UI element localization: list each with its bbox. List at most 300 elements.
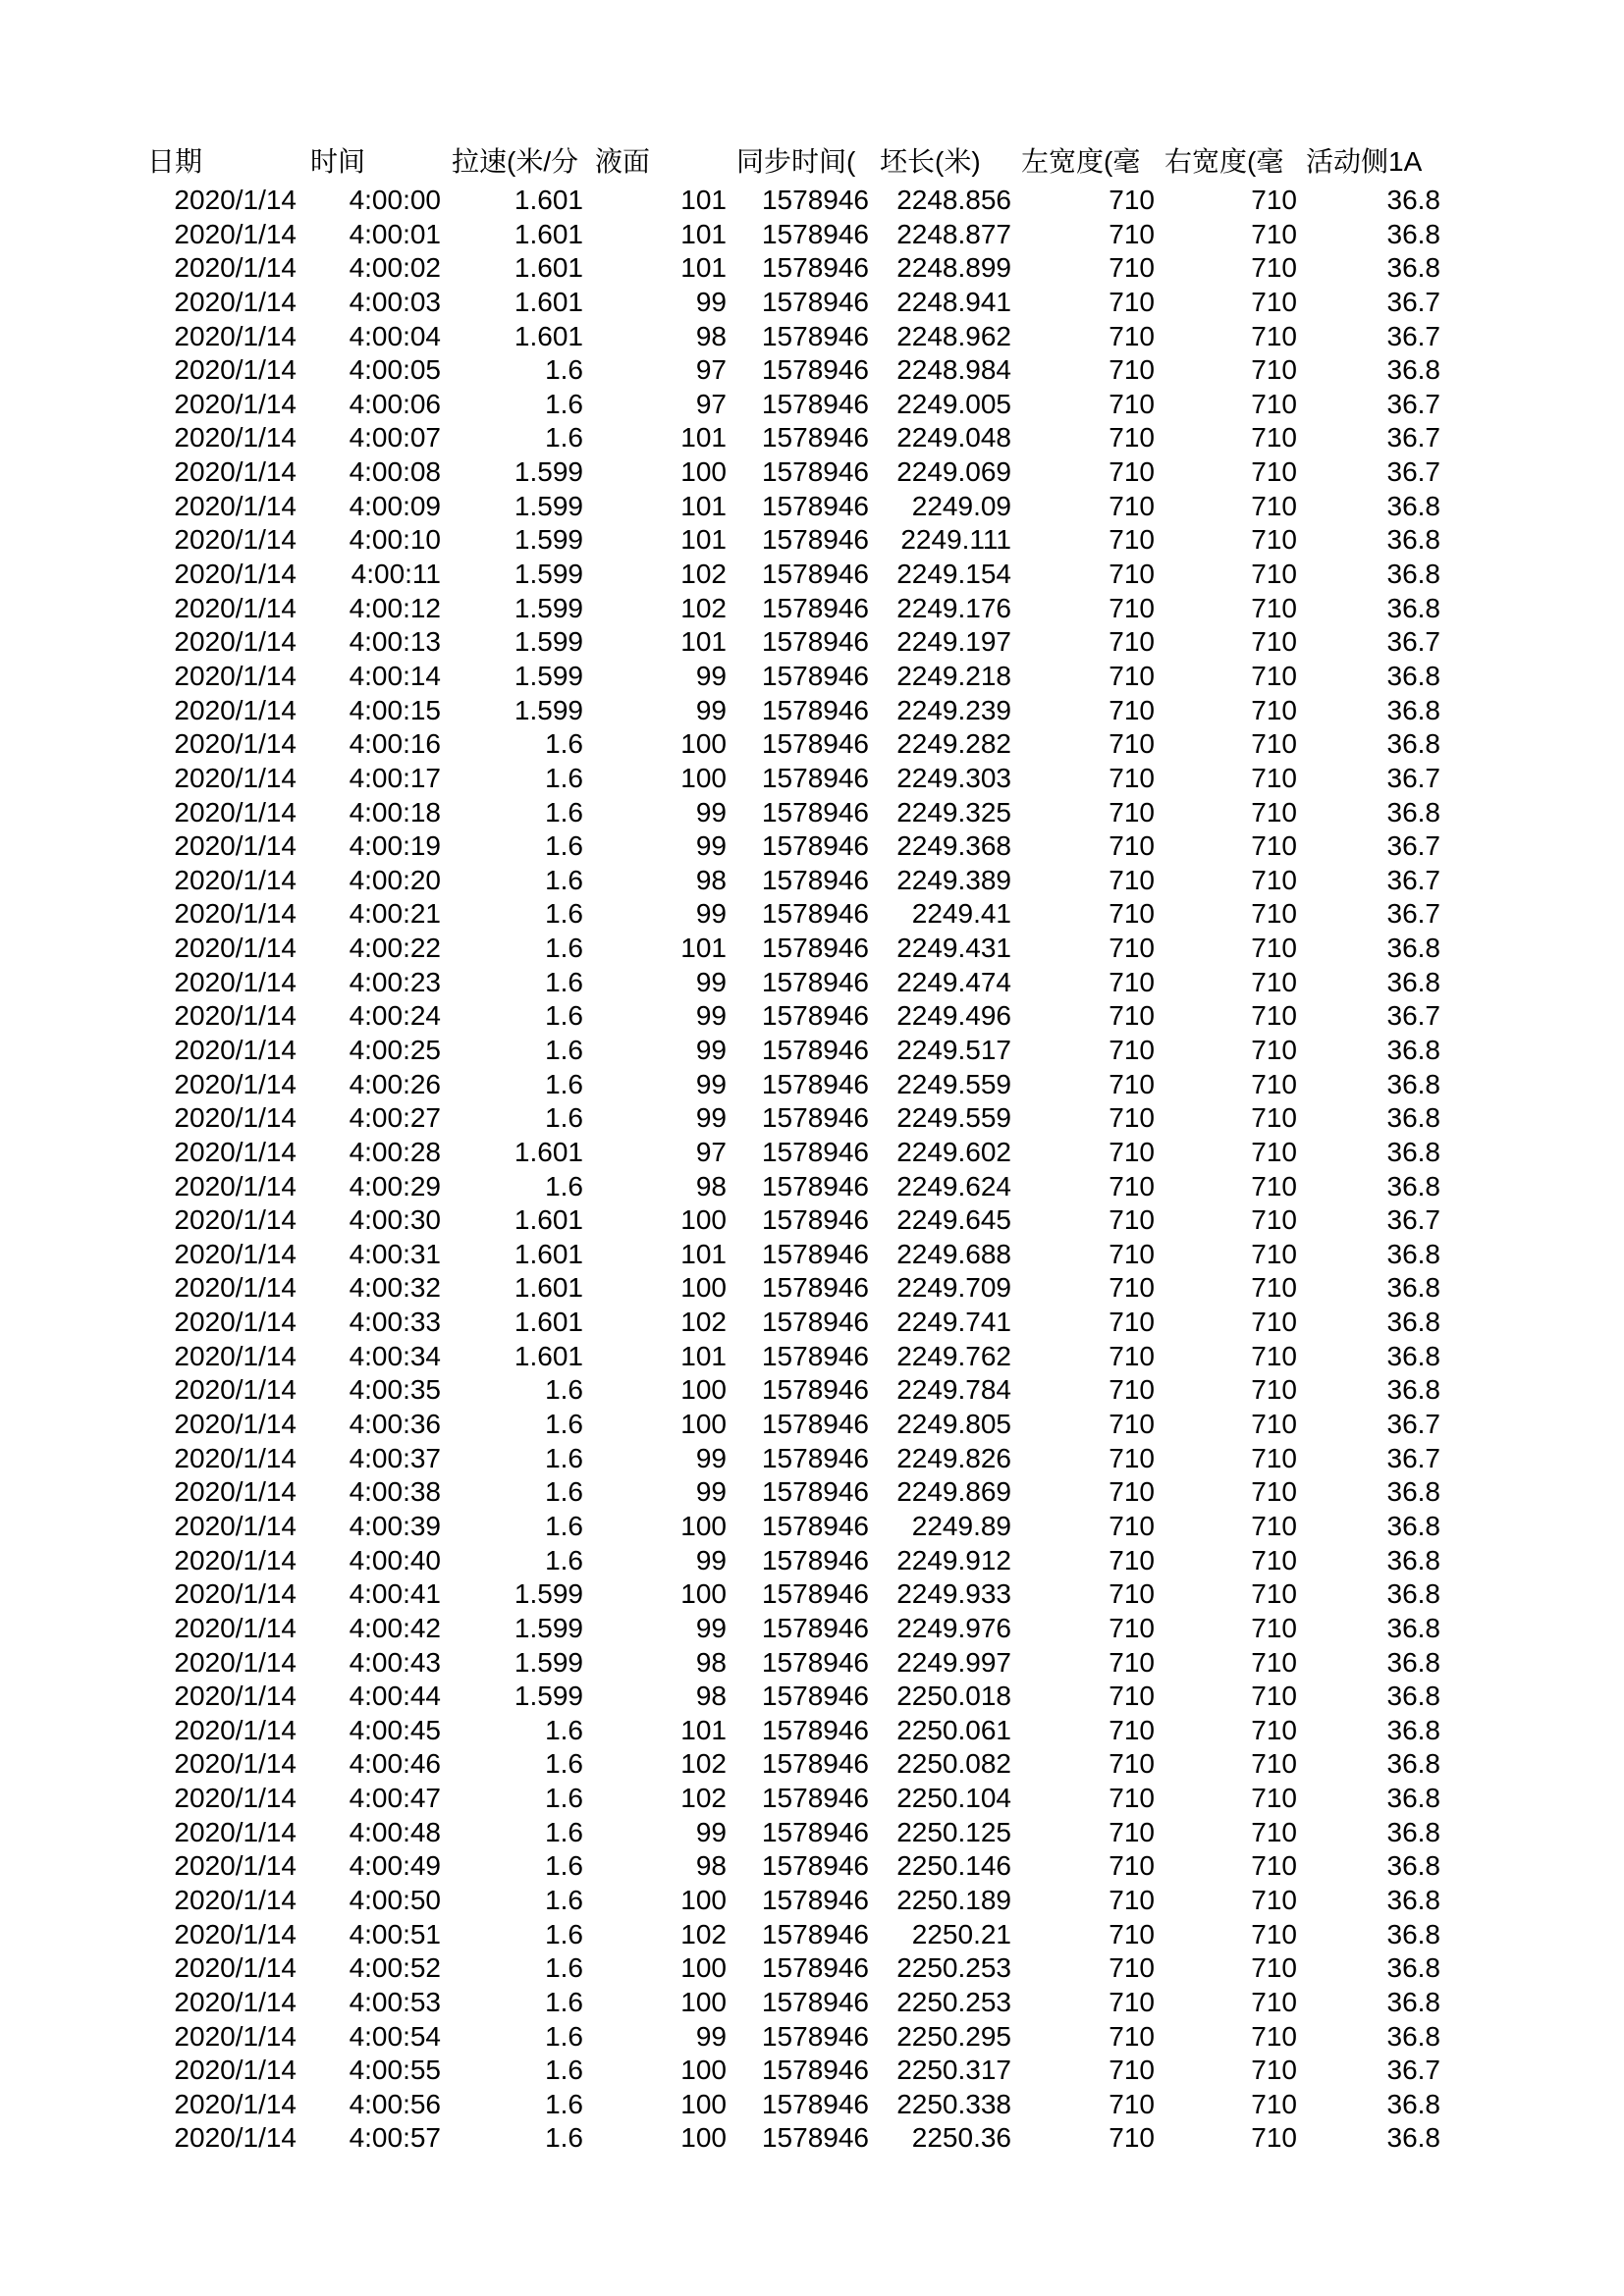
- table-row: [0, 1646, 1624, 1681]
- cell-length: 2249.741: [896, 1307, 1011, 1338]
- cell-length: 2249.197: [896, 626, 1011, 658]
- cell-right-width: 710: [1251, 1544, 1297, 1575]
- cell-speed: 1.6: [545, 1952, 583, 1984]
- cell-right-width: 710: [1251, 1374, 1297, 1406]
- cell-level: 100: [680, 762, 727, 793]
- cell-date: 2020/1/14: [174, 1612, 297, 1643]
- cell-length: 2248.877: [896, 218, 1011, 249]
- cell-length: 2249.154: [896, 559, 1011, 590]
- cell-sync-time: 1578946: [761, 1476, 869, 1508]
- table-row: [0, 455, 1624, 490]
- cell-sync-time: 1578946: [761, 1850, 869, 1882]
- cell-left-width: 710: [1109, 1000, 1155, 1032]
- cell-active-side: 36.7: [1386, 864, 1440, 895]
- cell-time: 4:00:55: [349, 2055, 441, 2086]
- cell-left-width: 710: [1109, 626, 1155, 658]
- cell-speed: 1.6: [545, 1714, 583, 1745]
- cell-date: 2020/1/14: [174, 966, 297, 997]
- cell-speed: 1.599: [514, 592, 583, 623]
- cell-time: 4:00:20: [349, 864, 441, 895]
- cell-active-side: 36.7: [1386, 762, 1440, 793]
- cell-date: 2020/1/14: [174, 388, 297, 419]
- cell-speed: 1.599: [514, 1681, 583, 1712]
- cell-active-side: 36.7: [1386, 286, 1440, 317]
- cell-time: 4:00:13: [349, 626, 441, 658]
- cell-left-width: 710: [1109, 1850, 1155, 1882]
- cell-speed: 1.6: [545, 354, 583, 386]
- cell-level: 100: [680, 1374, 727, 1406]
- cell-sync-time: 1578946: [761, 1204, 869, 1236]
- cell-date: 2020/1/14: [174, 626, 297, 658]
- cell-active-side: 36.8: [1386, 1136, 1440, 1167]
- cell-active-side: 36.7: [1386, 1442, 1440, 1473]
- cell-date: 2020/1/14: [174, 2088, 297, 2119]
- cell-speed: 1.6: [545, 830, 583, 862]
- cell-level: 99: [695, 1035, 727, 1065]
- cell-time: 4:00:36: [349, 1409, 441, 1440]
- cell-right-width: 710: [1251, 1748, 1297, 1780]
- cell-sync-time: 1578946: [761, 1783, 869, 1814]
- cell-time: 4:00:57: [349, 2122, 441, 2154]
- cell-level: 102: [680, 1918, 727, 1949]
- cell-speed: 1.6: [545, 1544, 583, 1575]
- cell-time: 4:00:52: [349, 1952, 441, 1984]
- cell-level: 99: [695, 1612, 727, 1643]
- cell-right-width: 710: [1251, 2088, 1297, 2119]
- cell-time: 4:00:43: [349, 1646, 441, 1678]
- cell-active-side: 36.8: [1386, 660, 1440, 691]
- cell-date: 2020/1/14: [174, 320, 297, 351]
- cell-time: 4:00:02: [349, 252, 441, 284]
- cell-speed: 1.6: [545, 1850, 583, 1882]
- cell-length: 2249.496: [896, 1000, 1011, 1032]
- cell-right-width: 710: [1251, 1238, 1297, 1269]
- cell-left-width: 710: [1109, 1612, 1155, 1643]
- cell-length: 2249.111: [900, 524, 1011, 556]
- cell-time: 4:00:44: [349, 1681, 441, 1712]
- cell-time: 4:00:50: [349, 1885, 441, 1915]
- cell-sync-time: 1578946: [761, 1272, 869, 1304]
- cell-left-width: 710: [1109, 1409, 1155, 1440]
- cell-level: 99: [695, 1000, 727, 1032]
- cell-time: 4:00:46: [349, 1748, 441, 1780]
- cell-date: 2020/1/14: [174, 1952, 297, 1984]
- cell-speed: 1.6: [545, 1885, 583, 1915]
- header-active-side: 活动侧1A: [1306, 146, 1423, 177]
- cell-length: 2248.984: [896, 354, 1011, 386]
- cell-active-side: 36.8: [1386, 1885, 1440, 1915]
- cell-time: 4:00:14: [349, 660, 441, 691]
- table-row: [0, 1986, 1624, 2020]
- table-row: [0, 1306, 1624, 1340]
- cell-length: 2250.082: [896, 1748, 1011, 1780]
- cell-date: 2020/1/14: [174, 864, 297, 895]
- table-row: [0, 1475, 1624, 1510]
- cell-left-width: 710: [1109, 252, 1155, 284]
- cell-date: 2020/1/14: [174, 660, 297, 691]
- cell-sync-time: 1578946: [761, 1714, 869, 1745]
- cell-active-side: 36.8: [1386, 1783, 1440, 1814]
- cell-date: 2020/1/14: [174, 1442, 297, 1473]
- cell-time: 4:00:00: [349, 185, 441, 215]
- cell-time: 4:00:01: [349, 218, 441, 249]
- cell-sync-time: 1578946: [761, 1885, 869, 1915]
- cell-active-side: 36.8: [1386, 185, 1440, 215]
- cell-right-width: 710: [1251, 830, 1297, 862]
- cell-left-width: 710: [1109, 286, 1155, 317]
- cell-right-width: 710: [1251, 490, 1297, 521]
- cell-time: 4:00:21: [349, 898, 441, 930]
- cell-speed: 1.601: [514, 1272, 583, 1304]
- cell-level: 99: [695, 2020, 727, 2052]
- cell-speed: 1.601: [514, 1340, 583, 1371]
- cell-level: 99: [695, 1068, 727, 1099]
- cell-speed: 1.599: [514, 626, 583, 658]
- table-row: [0, 864, 1624, 898]
- cell-left-width: 710: [1109, 1476, 1155, 1508]
- cell-time: 4:00:39: [349, 1510, 441, 1541]
- cell-active-side: 36.8: [1386, 728, 1440, 760]
- cell-sync-time: 1578946: [761, 252, 869, 284]
- cell-level: 101: [680, 422, 727, 454]
- cell-right-width: 710: [1251, 1340, 1297, 1371]
- cell-right-width: 710: [1251, 524, 1297, 556]
- cell-level: 101: [680, 490, 727, 521]
- cell-time: 4:00:26: [349, 1068, 441, 1099]
- cell-left-width: 710: [1109, 1885, 1155, 1915]
- cell-left-width: 710: [1109, 1544, 1155, 1575]
- cell-left-width: 710: [1109, 2055, 1155, 2086]
- cell-sync-time: 1578946: [761, 1035, 869, 1065]
- cell-date: 2020/1/14: [174, 1986, 297, 2017]
- cell-time: 4:00:27: [349, 1102, 441, 1134]
- table-row: [0, 1510, 1624, 1544]
- cell-right-width: 710: [1251, 762, 1297, 793]
- cell-date: 2020/1/14: [174, 898, 297, 930]
- cell-right-width: 710: [1251, 1476, 1297, 1508]
- cell-left-width: 710: [1109, 1952, 1155, 1984]
- cell-level: 99: [695, 1544, 727, 1575]
- cell-level: 102: [680, 1748, 727, 1780]
- cell-date: 2020/1/14: [174, 1578, 297, 1610]
- cell-time: 4:00:19: [349, 830, 441, 862]
- cell-level: 102: [680, 1783, 727, 1814]
- cell-speed: 1.601: [514, 252, 583, 284]
- cell-level: 100: [680, 1986, 727, 2017]
- table-row: [0, 727, 1624, 762]
- cell-length: 2249.89: [911, 1510, 1011, 1541]
- cell-length: 2249.048: [896, 422, 1011, 454]
- header-right-width: 右宽度(毫: [1164, 146, 1284, 177]
- cell-right-width: 710: [1251, 2055, 1297, 2086]
- cell-right-width: 710: [1251, 1442, 1297, 1473]
- cell-time: 4:00:37: [349, 1442, 441, 1473]
- cell-time: 4:00:12: [349, 592, 441, 623]
- cell-sync-time: 1578946: [761, 559, 869, 590]
- cell-level: 101: [680, 524, 727, 556]
- cell-level: 101: [680, 185, 727, 215]
- cell-time: 4:00:06: [349, 388, 441, 419]
- cell-left-width: 710: [1109, 1136, 1155, 1167]
- cell-active-side: 36.8: [1386, 2088, 1440, 2119]
- cell-right-width: 710: [1251, 1068, 1297, 1099]
- table-row: [0, 1849, 1624, 1884]
- cell-length: 2250.21: [911, 1918, 1011, 1949]
- cell-time: 4:00:22: [349, 933, 441, 964]
- cell-speed: 1.6: [545, 1374, 583, 1406]
- cell-length: 2249.645: [896, 1204, 1011, 1236]
- cell-left-width: 710: [1109, 830, 1155, 862]
- cell-level: 100: [680, 2055, 727, 2086]
- cell-speed: 1.6: [545, 864, 583, 895]
- cell-active-side: 36.8: [1386, 1238, 1440, 1269]
- cell-right-width: 710: [1251, 1307, 1297, 1338]
- cell-active-side: 36.8: [1386, 1476, 1440, 1508]
- cell-date: 2020/1/14: [174, 185, 297, 215]
- cell-time: 4:00:51: [349, 1918, 441, 1949]
- cell-date: 2020/1/14: [174, 1885, 297, 1915]
- cell-level: 100: [680, 1885, 727, 1915]
- cell-active-side: 36.7: [1386, 1409, 1440, 1440]
- cell-date: 2020/1/14: [174, 1816, 297, 1847]
- table-row: [0, 1747, 1624, 1782]
- cell-date: 2020/1/14: [174, 1272, 297, 1304]
- cell-left-width: 710: [1109, 422, 1155, 454]
- cell-time: 4:00:04: [349, 320, 441, 351]
- cell-speed: 1.601: [514, 185, 583, 215]
- cell-left-width: 710: [1109, 592, 1155, 623]
- cell-active-side: 36.8: [1386, 1612, 1440, 1643]
- table-row: [0, 1340, 1624, 1374]
- table-row: [0, 286, 1624, 320]
- cell-left-width: 710: [1109, 1170, 1155, 1201]
- table-row: [0, 1034, 1624, 1068]
- cell-date: 2020/1/14: [174, 456, 297, 488]
- cell-time: 4:00:32: [349, 1272, 441, 1304]
- table-row: [0, 1816, 1624, 1850]
- cell-date: 2020/1/14: [174, 830, 297, 862]
- cell-left-width: 710: [1109, 1748, 1155, 1780]
- cell-speed: 1.6: [545, 933, 583, 964]
- cell-date: 2020/1/14: [174, 490, 297, 521]
- cell-left-width: 710: [1109, 1068, 1155, 1099]
- cell-right-width: 710: [1251, 660, 1297, 691]
- cell-level: 100: [680, 1409, 727, 1440]
- header-level: 液面: [595, 146, 651, 177]
- cell-left-width: 710: [1109, 1918, 1155, 1949]
- cell-date: 2020/1/14: [174, 1646, 297, 1678]
- table-row: [0, 184, 1624, 218]
- cell-time: 4:00:45: [349, 1714, 441, 1745]
- table-row: [0, 1714, 1624, 1748]
- cell-date: 2020/1/14: [174, 1544, 297, 1575]
- cell-level: 101: [680, 626, 727, 658]
- cell-level: 98: [695, 1170, 727, 1201]
- cell-right-width: 710: [1251, 1204, 1297, 1236]
- cell-time: 4:00:40: [349, 1544, 441, 1575]
- header-left-width: 左宽度(毫: [1021, 146, 1141, 177]
- cell-level: 99: [695, 694, 727, 725]
- cell-date: 2020/1/14: [174, 1068, 297, 1099]
- cell-speed: 1.601: [514, 1238, 583, 1269]
- cell-active-side: 36.8: [1386, 1510, 1440, 1541]
- cell-date: 2020/1/14: [174, 762, 297, 793]
- cell-right-width: 710: [1251, 592, 1297, 623]
- cell-level: 99: [695, 1442, 727, 1473]
- header-sync-time: 同步时间(: [736, 146, 856, 177]
- cell-date: 2020/1/14: [174, 1204, 297, 1236]
- cell-sync-time: 1578946: [761, 1340, 869, 1371]
- cell-right-width: 710: [1251, 1035, 1297, 1065]
- cell-speed: 1.6: [545, 1035, 583, 1065]
- cell-sync-time: 1578946: [761, 1816, 869, 1847]
- cell-left-width: 710: [1109, 1307, 1155, 1338]
- cell-date: 2020/1/14: [174, 559, 297, 590]
- cell-left-width: 710: [1109, 490, 1155, 521]
- cell-date: 2020/1/14: [174, 694, 297, 725]
- cell-date: 2020/1/14: [174, 1850, 297, 1882]
- cell-active-side: 36.8: [1386, 933, 1440, 964]
- cell-date: 2020/1/14: [174, 524, 297, 556]
- table-row: [0, 1203, 1624, 1238]
- cell-length: 2250.104: [896, 1783, 1011, 1814]
- cell-speed: 1.6: [545, 1918, 583, 1949]
- cell-sync-time: 1578946: [761, 320, 869, 351]
- cell-date: 2020/1/14: [174, 2020, 297, 2052]
- cell-sync-time: 1578946: [761, 830, 869, 862]
- cell-left-width: 710: [1109, 898, 1155, 930]
- table-row: [0, 932, 1624, 966]
- cell-length: 2250.018: [896, 1681, 1011, 1712]
- cell-time: 4:00:31: [349, 1238, 441, 1269]
- cell-left-width: 710: [1109, 1374, 1155, 1406]
- cell-right-width: 710: [1251, 320, 1297, 351]
- cell-left-width: 710: [1109, 559, 1155, 590]
- cell-active-side: 36.8: [1386, 354, 1440, 386]
- cell-sync-time: 1578946: [761, 694, 869, 725]
- cell-speed: 1.601: [514, 320, 583, 351]
- cell-active-side: 36.7: [1386, 2055, 1440, 2086]
- table-row: [0, 1544, 1624, 1578]
- cell-level: 99: [695, 966, 727, 997]
- cell-left-width: 710: [1109, 1578, 1155, 1610]
- cell-sync-time: 1578946: [761, 1068, 869, 1099]
- cell-level: 100: [680, 728, 727, 760]
- cell-left-width: 710: [1109, 2020, 1155, 2052]
- table-row: [0, 558, 1624, 592]
- cell-date: 2020/1/14: [174, 1714, 297, 1745]
- cell-length: 2248.941: [896, 286, 1011, 317]
- cell-active-side: 36.8: [1386, 2020, 1440, 2052]
- table-row: [0, 1918, 1624, 1952]
- cell-active-side: 36.8: [1386, 1714, 1440, 1745]
- table-row: [0, 1577, 1624, 1612]
- cell-level: 99: [695, 660, 727, 691]
- cell-level: 100: [680, 2122, 727, 2154]
- cell-sync-time: 1578946: [761, 456, 869, 488]
- cell-left-width: 710: [1109, 185, 1155, 215]
- cell-left-width: 710: [1109, 354, 1155, 386]
- cell-active-side: 36.8: [1386, 1748, 1440, 1780]
- cell-active-side: 36.8: [1386, 1544, 1440, 1575]
- cell-level: 99: [695, 1816, 727, 1847]
- table-row: [0, 388, 1624, 422]
- cell-date: 2020/1/14: [174, 728, 297, 760]
- cell-right-width: 710: [1251, 1885, 1297, 1915]
- cell-right-width: 710: [1251, 933, 1297, 964]
- cell-time: 4:00:29: [349, 1170, 441, 1201]
- cell-active-side: 36.8: [1386, 1272, 1440, 1304]
- cell-date: 2020/1/14: [174, 1035, 297, 1065]
- cell-length: 2249.368: [896, 830, 1011, 862]
- cell-left-width: 710: [1109, 218, 1155, 249]
- cell-right-width: 710: [1251, 1646, 1297, 1678]
- cell-length: 2249.709: [896, 1272, 1011, 1304]
- cell-length: 2250.295: [896, 2020, 1011, 2052]
- cell-level: 100: [680, 456, 727, 488]
- cell-length: 2250.317: [896, 2055, 1011, 2086]
- cell-active-side: 36.8: [1386, 1170, 1440, 1201]
- cell-left-width: 710: [1109, 762, 1155, 793]
- cell-speed: 1.6: [545, 1510, 583, 1541]
- cell-time: 4:00:41: [349, 1578, 441, 1610]
- cell-active-side: 36.8: [1386, 1374, 1440, 1406]
- cell-right-width: 710: [1251, 1136, 1297, 1167]
- cell-level: 101: [680, 1340, 727, 1371]
- cell-date: 2020/1/14: [174, 354, 297, 386]
- cell-sync-time: 1578946: [761, 1136, 869, 1167]
- cell-speed: 1.6: [545, 388, 583, 419]
- cell-sync-time: 1578946: [761, 796, 869, 828]
- cell-right-width: 710: [1251, 252, 1297, 284]
- cell-right-width: 710: [1251, 388, 1297, 419]
- cell-time: 4:00:53: [349, 1986, 441, 2017]
- cell-level: 99: [695, 898, 727, 930]
- cell-level: 97: [695, 1136, 727, 1167]
- table-row: [0, 999, 1624, 1034]
- cell-speed: 1.601: [514, 1307, 583, 1338]
- cell-length: 2249.303: [896, 762, 1011, 793]
- cell-date: 2020/1/14: [174, 218, 297, 249]
- cell-right-width: 710: [1251, 1714, 1297, 1745]
- cell-active-side: 36.8: [1386, 1102, 1440, 1134]
- cell-left-width: 710: [1109, 1681, 1155, 1712]
- cell-speed: 1.6: [545, 1102, 583, 1134]
- cell-right-width: 710: [1251, 559, 1297, 590]
- cell-time: 4:00:18: [349, 796, 441, 828]
- table-row: [0, 1271, 1624, 1306]
- table-row: [0, 1238, 1624, 1272]
- cell-date: 2020/1/14: [174, 1307, 297, 1338]
- cell-level: 100: [680, 1952, 727, 1984]
- cell-level: 99: [695, 830, 727, 862]
- cell-sync-time: 1578946: [761, 626, 869, 658]
- cell-right-width: 710: [1251, 1272, 1297, 1304]
- cell-level: 100: [680, 1272, 727, 1304]
- cell-sync-time: 1578946: [761, 422, 869, 454]
- cell-sync-time: 1578946: [761, 2088, 869, 2119]
- cell-sync-time: 1578946: [761, 864, 869, 895]
- table-row: [0, 966, 1624, 1000]
- cell-speed: 1.6: [545, 1170, 583, 1201]
- cell-speed: 1.6: [545, 2055, 583, 2086]
- header-speed: 拉速(米/分: [452, 146, 579, 177]
- cell-sync-time: 1578946: [761, 1170, 869, 1201]
- cell-length: 2249.869: [896, 1476, 1011, 1508]
- cell-level: 98: [695, 320, 727, 351]
- cell-sync-time: 1578946: [761, 2055, 869, 2086]
- cell-level: 101: [680, 252, 727, 284]
